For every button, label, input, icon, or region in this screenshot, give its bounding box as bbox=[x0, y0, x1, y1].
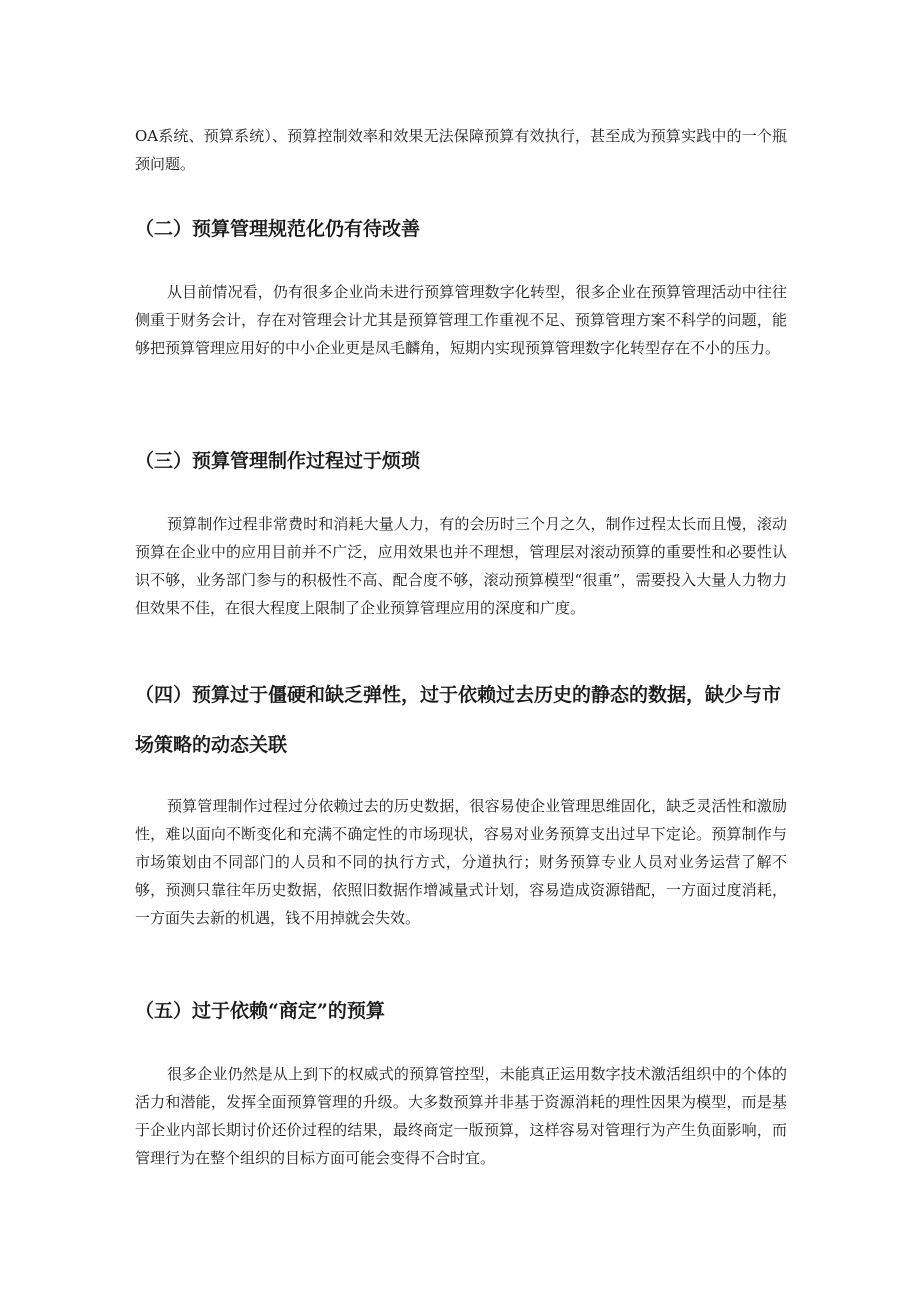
heading-section-4: （四）预算过于僵硬和缺乏弹性，过于依赖过去历史的静态的数据，缺少与市场策略的动态关联 bbox=[135, 684, 782, 756]
paragraph-section-5: 很多企业仍然是从上到下的权威式的预算管控型，未能真正运用数字技术激活组织中的个体的活力和潜能，发挥全面预算管理的升级。大多数预算并非基于资源消耗的理性因果为模型，而是基于企业内部长期讨价还价过程的结果，最终商定一版预算，这样容易对管理行为产生负面影响，而管理行为在整个组织的目标方面可能会变得不合时宜。 bbox=[135, 1065, 787, 1167]
heading-section-3: （三）预算管理制作过程过于烦琐 bbox=[135, 450, 421, 472]
heading-section-2: （二）预算管理规范化仍有待改善 bbox=[135, 218, 421, 240]
paragraph-section-2: 从目前情况看，仍有很多企业尚未进行预算管理数字化转型，很多企业在预算管理活动中往往侧重于财务会计，存在对管理会计尤其是预算管理工作重视不足、预算管理方案不科学的问题，能够把预算管理应用好的中小企业更是凤毛麟角，短期内实现预算管理数字化转型存在不小的压力。 bbox=[135, 283, 787, 357]
paragraph-section-4: 预算管理制作过程过分依赖过去的历史数据，很容易使企业管理思维固化，缺乏灵活性和激励性，难以面向不断变化和充满不确定性的市场现状，容易对业务预算支出过早下定论。预算制作与市场策划由不同部门的人员和不同的执行方式，分道执行；财务预算专业人员对业务运营了解不够，预测只靠往年历史数据，依照旧数据作增减量式计划，容易造成资源错配，一方面过度消耗，一方面失去新的机遇，钱不用掉就会失效。 bbox=[135, 797, 787, 927]
paragraph-continued: OA系统、预算系统）、预算控制效率和效果无法保障预算有效执行，甚至成为预算实践中的一个瓶颈问题。 bbox=[135, 127, 787, 173]
heading-section-5: （五）过于依赖“商定”的预算 bbox=[135, 1000, 385, 1022]
paragraph-section-3: 预算制作过程非常费时和消耗大量人力，有的会历时三个月之久，制作过程太长而且慢，滚动预算在企业中的应用目前并不广泛，应用效果也并不理想，管理层对滚动预算的重要性和必要性认识不够，业务部门参与的积极性不高、配合度不够，滚动预算模型“很重”，需要投入大量人力物力但效果不佳，在很大程度上限制了企业预算管理应用的深度和广度。 bbox=[135, 515, 787, 617]
